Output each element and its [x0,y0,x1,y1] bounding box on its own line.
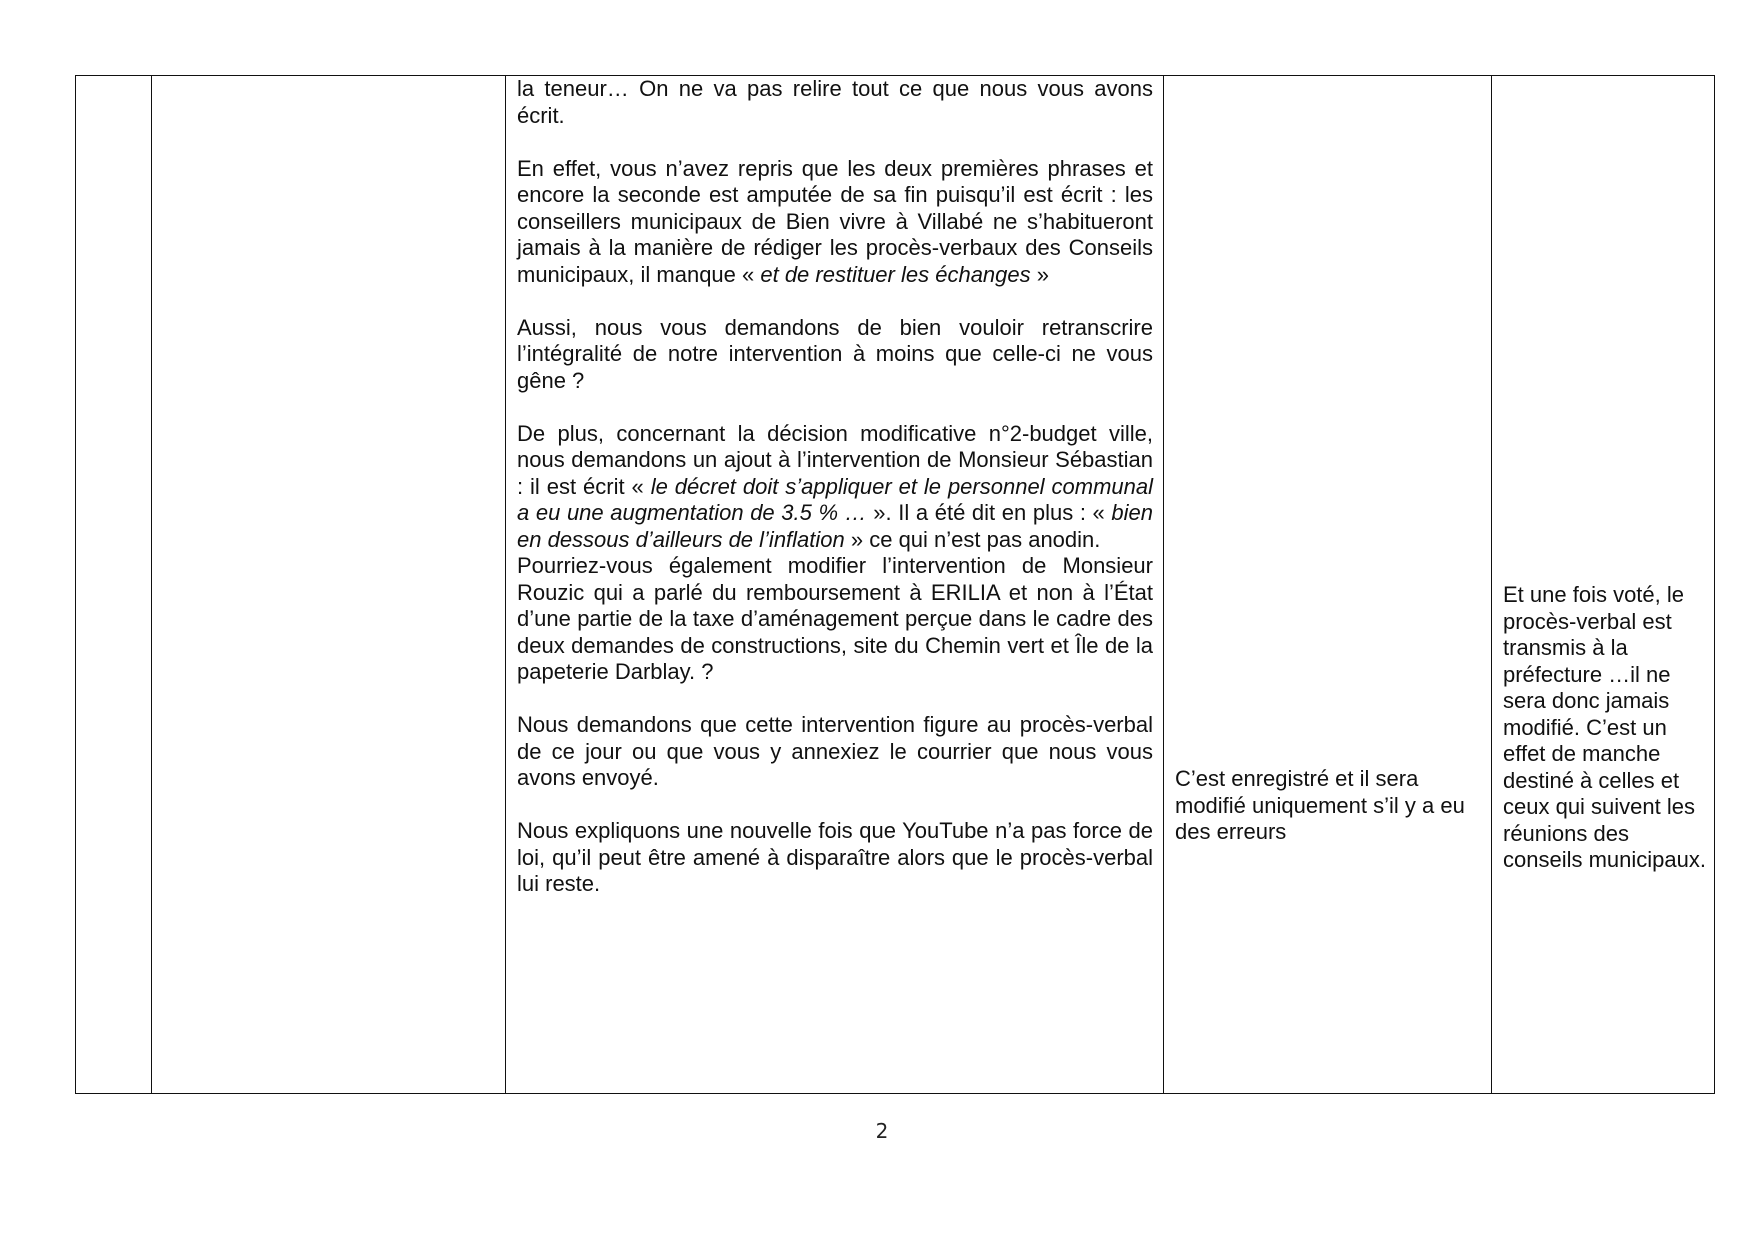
empty-cell-number [76,76,152,1094]
mayor-response-text: C’est enregistré et il sera modifié uniquement s’il y a eu des erreurs [1175,766,1465,844]
commentary-text: Et une fois voté, le procès-verbal est transmis à la préfecture …il ne sera donc jamais modifié. C’est un effet de manche destiné à celles et ceux qui suivent les réunions des conseils municipaux. [1503,582,1706,872]
remark-paragraph: Nous demandons que cette intervention figure au procès-verbal de ce jour ou que vous y annexiez le courrier que nous vous avons envoyé. [517,712,1153,790]
mayor-response-cell [1164,76,1492,1094]
remark-paragraph: En effet, vous n’avez repris que les deux premières phrases et encore la seconde est amputée de sa fin puisqu’il est écrit : les conseillers municipaux de Bien vivre à Villabé ne s’habitueront jamais à la manière de rédiger les procès-verbaux des Conseils municipaux, il manque « et de restituer les échanges » [517,155,1153,287]
page-number: 2 [875,1119,889,1143]
empty-cell-subject [152,76,506,1094]
table-row [76,76,1715,1094]
remark-paragraph: Aussi, nous vous demandons de bien vouloir retranscrire l’intégralité de notre intervention à moins que celle-ci ne vous gêne ? [517,314,1153,393]
remark-paragraph: Nous expliquons une nouvelle fois que YouTube n’a pas force de loi, qu’il peut être amené à disparaître alors que le procès-verbal lui reste. [517,818,1153,896]
opposition-remarks-cell [506,76,1164,1094]
remark-paragraph: Pourriez-vous également modifier l’intervention de Monsieur Rouzic qui a parlé du remboursement à ERILIA et non à l’État d’une partie de la taxe d’aménagement perçue dans le cadre des deux demandes de constructions, site du Chemin vert et Île de la papeterie Darblay. ? [517,553,1153,684]
opposition-remarks-text [506,76,1163,898]
minutes-table [75,75,1715,1094]
remark-paragraph: De plus, concernant la décision modificative n°2-budget ville, nous demandons un ajout à l’intervention de Monsieur Sébastian : il est écrit « le décret doit s’appliquer et le personnel communal a eu une augmentation de 3.5 % … ». Il a été dit en plus : « bien en dessous d’ailleurs de l’inflation » ce qui n’est pas anodin. [517,420,1154,552]
remark-paragraph: la teneur… On ne va pas relire tout ce que nous vous avons écrit. [517,76,1153,128]
commentary-cell [1492,76,1715,1094]
